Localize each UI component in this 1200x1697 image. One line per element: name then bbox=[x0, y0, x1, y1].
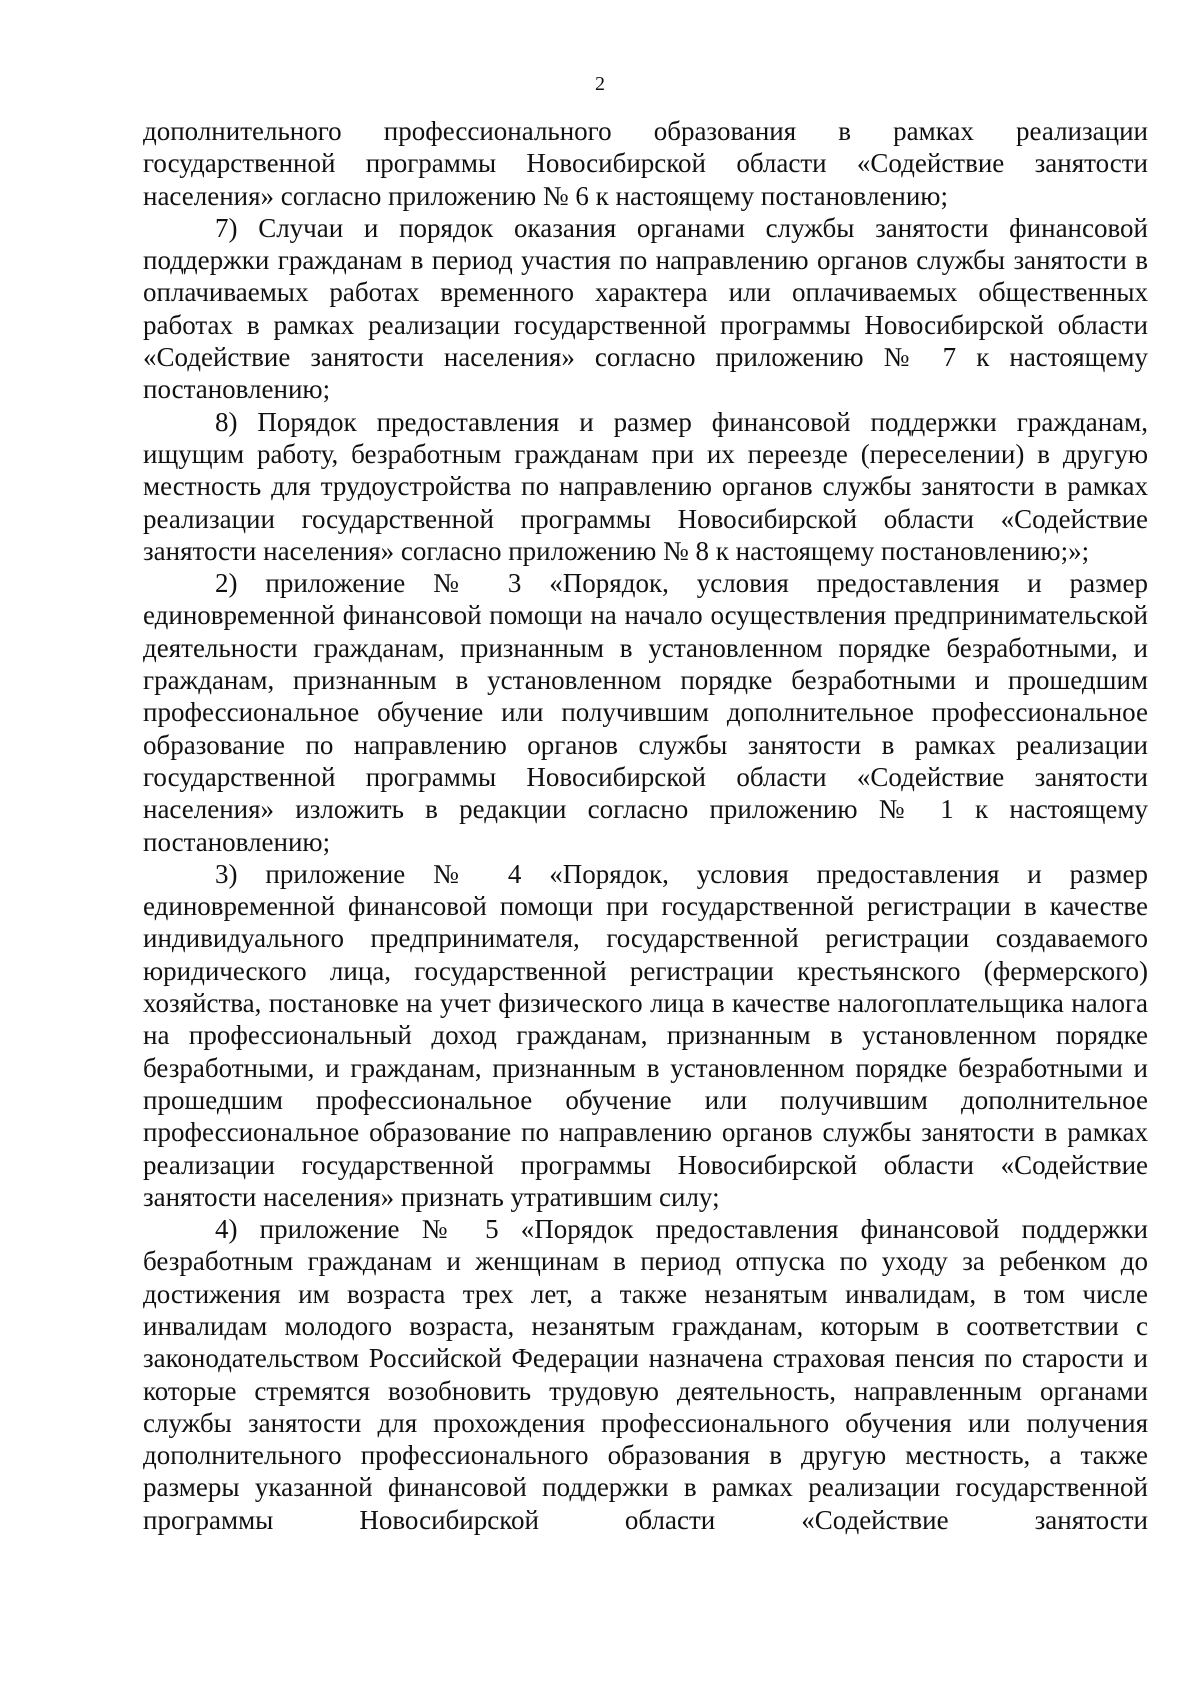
paragraph-continuation: дополнительного профессионального образования в рамках реализации государственной программы Новосибирской области «Содействие занятости населения» согласно приложению № 6 к настоящему постановлению; bbox=[143, 116, 1148, 211]
document-body bbox=[143, 115, 1148, 1536]
paragraph-item-3: 3) приложение № 4 «Порядок, условия предоставления и размер единовременной финансовой помощи при государственной регистрации в качестве индивидуального предпринимателя, государственной регистрации создаваемого юридического лица, государственной регистрации крестьянского (фермерского) хозяйства, постановке на учет физического лица в качестве налогоплательщика налога на профессиональный доход гражданам, признанным в установленном порядке безработными, и гражданам, признанным в установленном порядке безработными и прошедшим профессиональное обучение или получившим дополнительное профессиональное образование по направлению органов службы занятости в рамках реализации государственной программы Новосибирской области «Содействие занятости населения» признать утратившим силу; bbox=[143, 858, 1148, 1212]
paragraph-item-4: 4) приложение № 5 «Порядок предоставления финансовой поддержки безработным гражданам и женщинам в период отпуска по уходу за ребенком до достижения им возраста трех лет, а также незанятым инвалидам, в том числе инвалидам молодого возраста, незанятым гражданам, которым в соответствии с законодательством Российской Федерации назначена страховая пенсия по старости и которые стремятся возобновить трудовую деятельность, направленным органами службы занятости для прохождения профессионального обучения или получения дополнительного профессионального образования в другую местность, а также размеры указанной финансовой поддержки в рамках реализации государственной программы Новосибирской области «Содействие занятости bbox=[143, 1214, 1148, 1535]
page-number: 2 bbox=[595, 73, 605, 95]
paragraph-item-8: 8) Порядок предоставления и размер финансовой поддержки гражданам, ищущим работу, безработным гражданам при их переезде (переселении) в другую местность для трудоустройства по направлению органов службы занятости в рамках реализации государственной программы Новосибирской области «Содействие занятости населения» согласно приложению № 8 к настоящему постановлению;»; bbox=[143, 406, 1148, 566]
paragraph-item-7: 7) Случаи и порядок оказания органами службы занятости финансовой поддержки гражданам в период участия по направлению органов службы занятости в оплачиваемых работах временного характера или оплачиваемых общественных работах в рамках реализации государственной программы Новосибирской области «Содействие занятости населения» согласно приложению № 7 к настоящему постановлению; bbox=[143, 212, 1148, 405]
paragraph-item-2: 2) приложение № 3 «Порядок, условия предоставления и размер единовременной финансовой помощи на начало осуществления предпринимательской деятельности гражданам, признанным в установленном порядке безработными, и гражданам, признанным в установленном порядке безработными и прошедшим профессиональное обучение или получившим дополнительное профессиональное образование по направлению органов службы занятости в рамках реализации государственной программы Новосибирской области «Содействие занятости населения» изложить в редакции согласно приложению № 1 к настоящему постановлению; bbox=[143, 568, 1148, 857]
